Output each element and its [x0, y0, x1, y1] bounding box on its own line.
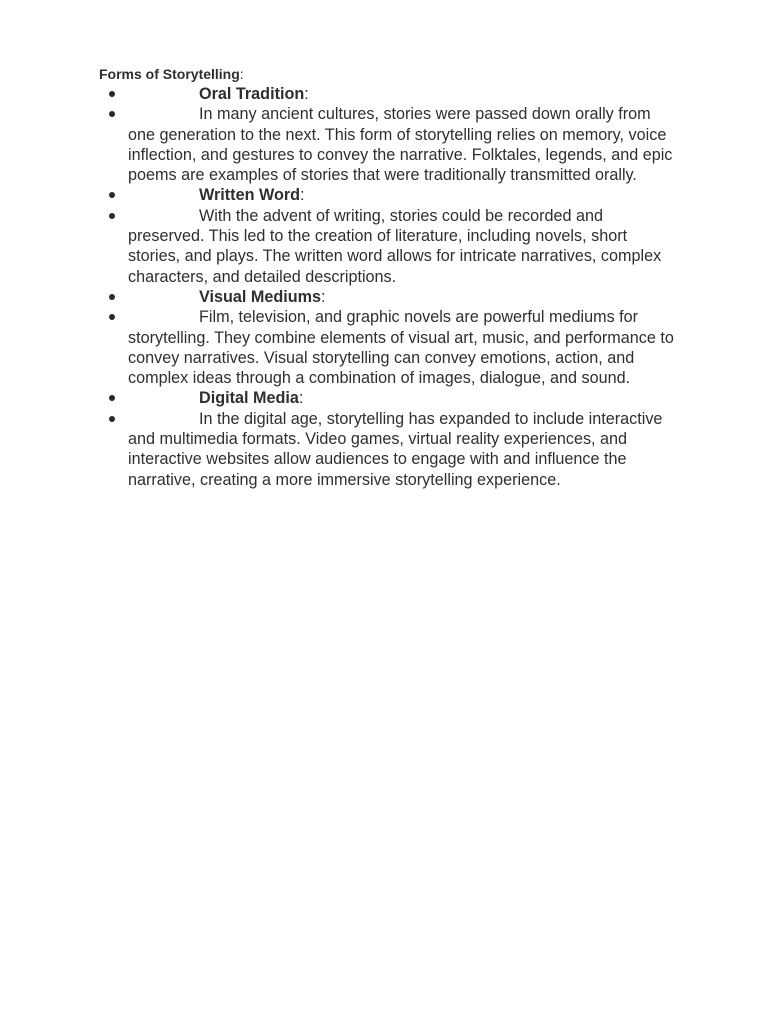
title-colon: :: [298, 389, 304, 408]
bullet-icon: [109, 416, 115, 422]
bullet-icon: [109, 91, 115, 97]
list-item-oral-tradition-description: [99, 104, 679, 185]
document-heading: [99, 64, 679, 84]
title-colon: :: [321, 287, 326, 306]
bullet-icon: [109, 314, 115, 320]
section-body: With the advent of writing, stories could be recorded and preserved. This led to the creation of literature, including novels, short stories, and plays. The written word allows for intricate narratives, complex characters, and detailed descriptions.: [128, 206, 662, 286]
section-title: Oral Tradition: [199, 85, 305, 103]
bullet-icon: [109, 213, 115, 219]
title-colon: :: [304, 85, 309, 103]
list-item-written-word-description: [99, 206, 679, 287]
section-title: Written Word: [199, 186, 301, 205]
list-item-visual-mediums: [99, 287, 679, 307]
list-item-digital-media-description: [99, 409, 679, 490]
heading-title: Forms of Storytelling: [99, 66, 240, 82]
list-item-written-word: [99, 185, 679, 205]
title-colon: :: [300, 186, 305, 205]
bullet-icon: [109, 111, 115, 117]
section-body: In many ancient cultures, stories were passed down orally from one generation to the next. This form of storytelling relies on memory, voice inflection, and gestures to convey the narrative. Folktales, legends, and epic poems are examples of stories that were traditionally transmitted orally.: [128, 105, 673, 185]
bullet-icon: [109, 395, 115, 401]
storytelling-list: [99, 84, 679, 490]
heading-colon: :: [239, 66, 244, 82]
list-item-visual-mediums-description: [99, 307, 679, 388]
section-title: Visual Mediums: [199, 287, 322, 306]
section-body: In the digital age, storytelling has expanded to include interactive and multimedia formats. Video games, virtual reality experiences, and interactive websites allow audiences to engage with and influence the narrative, creating a more immersive storytelling experience.: [128, 409, 663, 489]
bullet-icon: [109, 192, 115, 198]
list-item-digital-media: [99, 388, 679, 408]
section-body: Film, television, and graphic novels are powerful mediums for storytelling. They combine elements of visual art, music, and performance to convey narratives. Visual storytelling can convey emotions, action, and complex ideas through a combination of images, dialogue, and sound.: [128, 308, 674, 388]
document: [99, 64, 679, 490]
section-title: Digital Media: [199, 389, 299, 408]
bullet-icon: [109, 294, 115, 300]
list-item-oral-tradition: [99, 84, 679, 104]
